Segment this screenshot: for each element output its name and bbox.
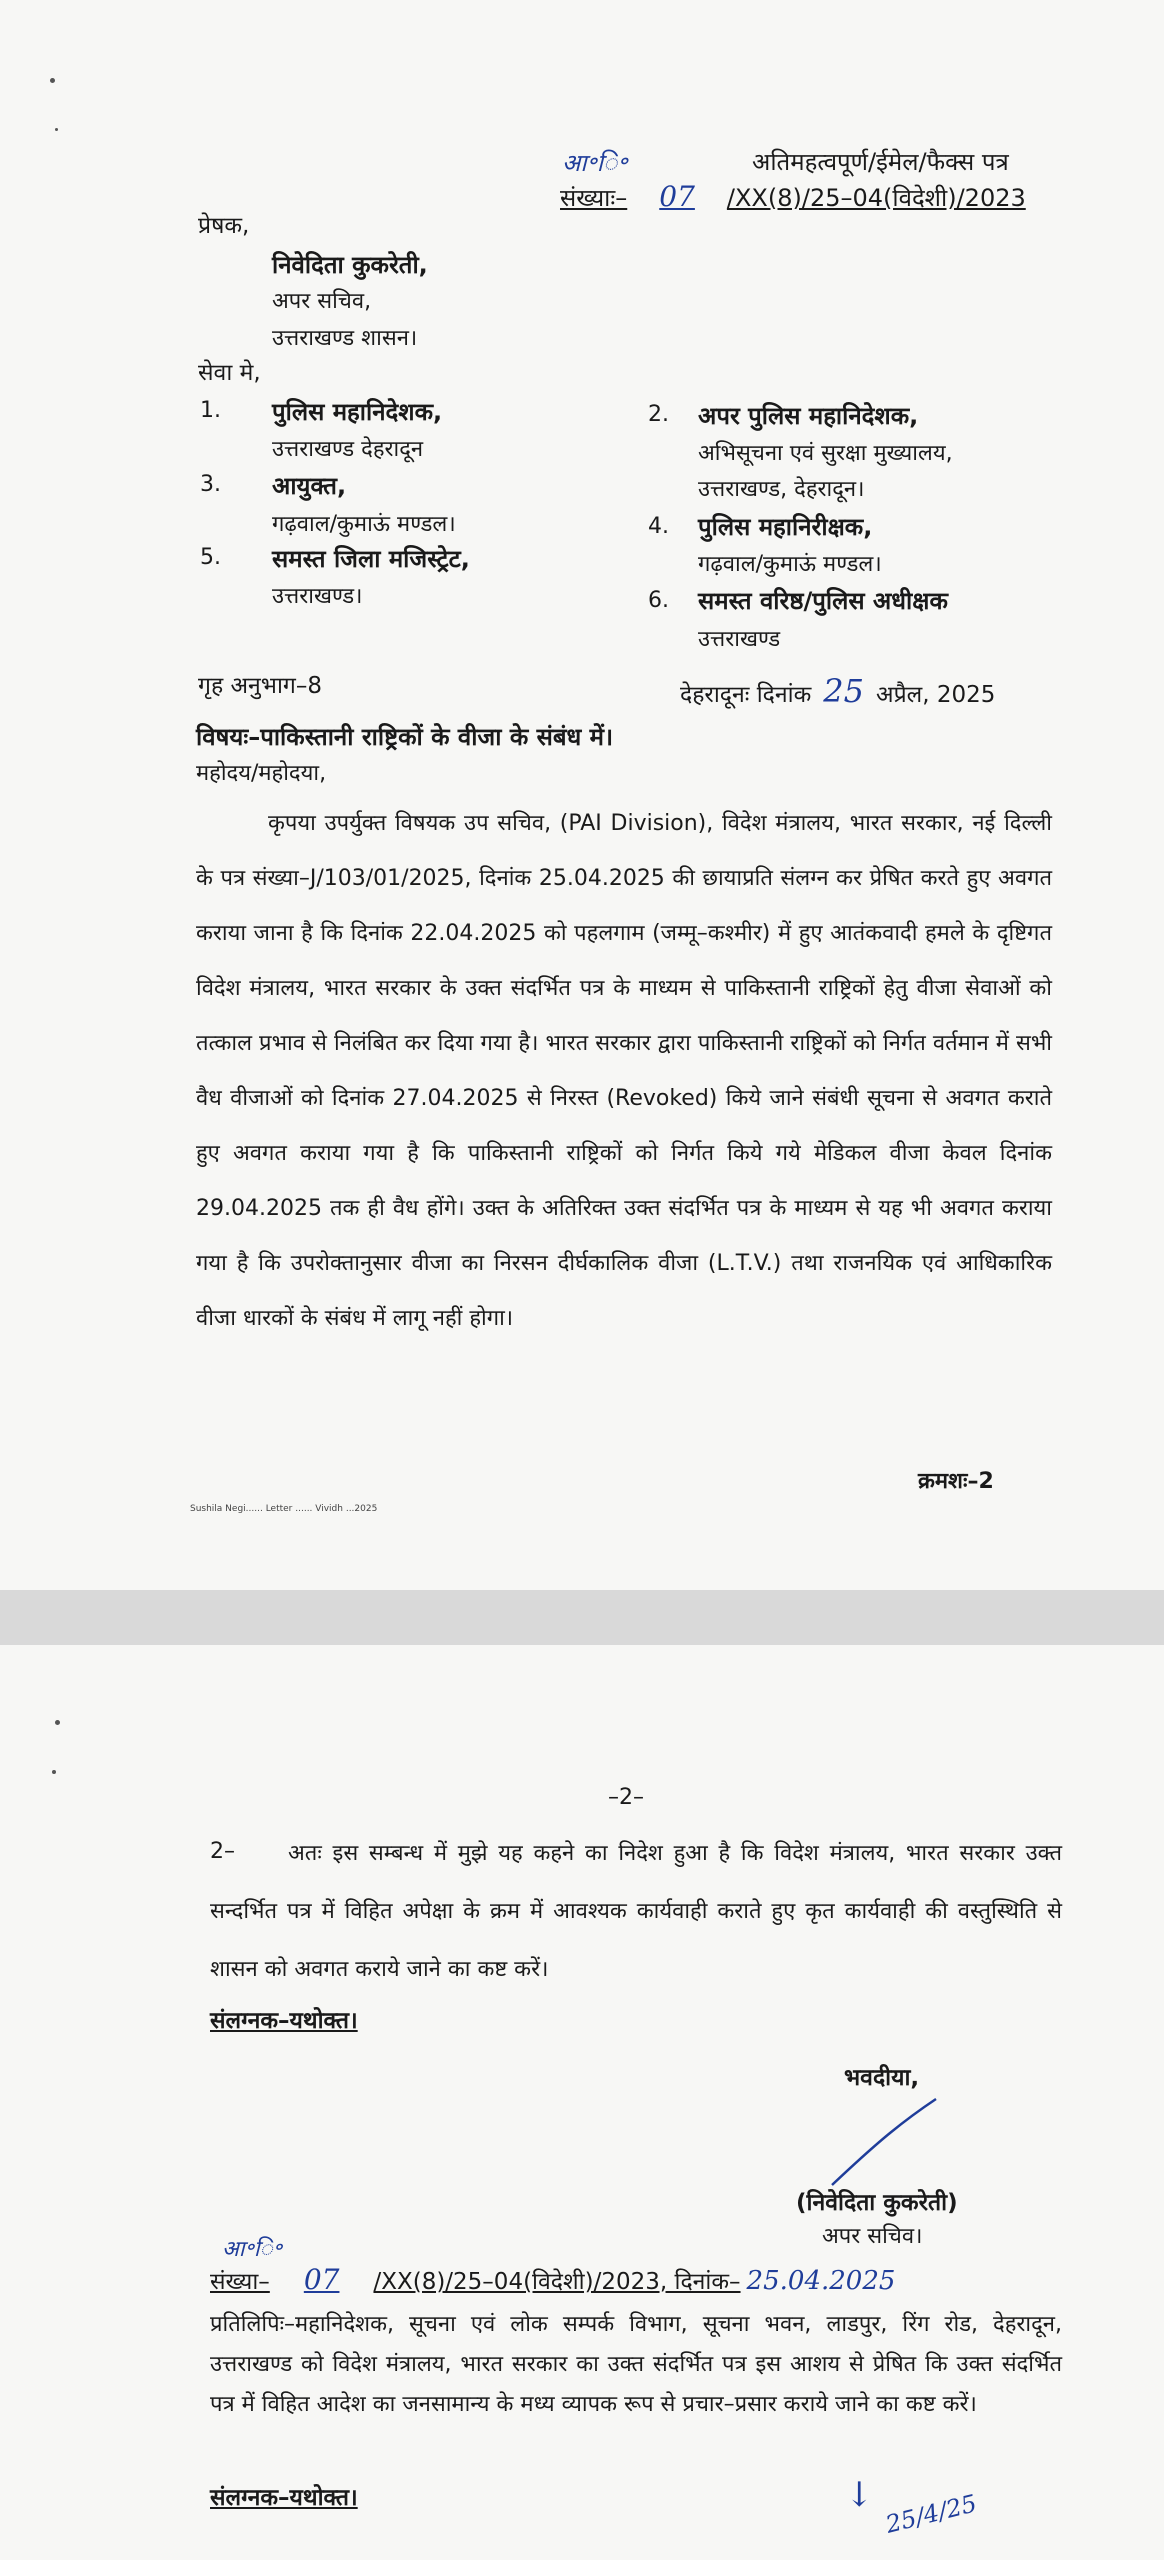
continued-marker: क्रमशः–2 xyxy=(918,1469,994,1494)
salutation: महोदय/महोदया, xyxy=(196,761,327,786)
handwritten-initial: ↓ xyxy=(845,2475,874,2515)
scan-speck xyxy=(52,1770,56,1774)
handwritten-ref-number-2: 07 xyxy=(303,2263,340,2296)
letter-page-1: आ॰ि॰ अतिमहत्वपूर्ण/ईमेल/फैक्स पत्र संख्याः– 07 /XX(8)/25–04(विदेशी)/2023 प्रेषक, निवेदिता कुकरेती, अपर सचिव, उत्तराखण्ड शासन। सेवा मे, 1. पुलिस महानिदेशक, उत्तराखण्ड देहरादून 2. अपर पुलिस महानिदेशक, अभिसूचना एवं सुरक्षा मुख्यालय, उत्तराखण्ड, देहरादून। 3. आयुक्त, गढ़वाल/कुमाऊं मण्डल। 4. पुलिस महानिरीक्षक, गढ़वाल/कुमाऊं मण्डल। 5. समस्त जिला मजिस्ट्रेट, उत्तराखण्ड। 6. समस्त वरिष्ठ/पुलिस अधीक्षक उत्तराखण्ड गृह अनुभाग–8 देहरादूनः दिनांक 25 अप्रैल, 2025 विषयः–पाकिस्तानी राष्ट्रिकों के वीजा के संबंध में। महोदय/महोदया, कृपया उपर्युक्त विषयक उप सचिव, (PAI Division), विदेश मंत्रालय, भारत सरकार, नई दिल्ली के पत्र संख्या–J/103/01/2025, दिनांक 25.04.2025 की छायाप्रति संलग्न कर प्रेषित करते हुए अवगत कराया जाना है कि दिनांक 22.04.2025 को पहलगाम (जम्मू–कश्मीर) में हुए आतंकवादी हमले के दृष्टिगत विदेश मंत्रालय, भारत सरकार के उक्त संदर्भित पत्र के माध्यम से पाकिस्तानी राष्ट्रिकों हेतु वीजा सेवाओं को तत्काल प्रभाव से निलंबित कर दिया गया है। भारत सरकार द्वारा पाकिस्तानी राष्ट्रिकों को निर्गत वर्तमान में सभी वैध वीजाओं को दिनांक 27.04.2025 से निरस्त (Revoked) किये जाने संबंधी सूचना से अवगत कराते हुए अवगत कराया गया है कि पाकिस्तानी राष्ट्रिकों को निर्गत किये गये मेडिकल वीजा केवल दिनांक 29.04.2025 तक ही वैध होंगे। उक्त के अतिरिक्त उक्त संदर्भित पत्र के माध्यम से यह भी अवगत कराया गया है कि उपरोक्तानुसार वीजा का निरसन दीर्घकालिक वीजा (L.T.V.) तथा राजनयिक एवं आधिकारिक वीजा धारकों के संबंध में लागू नहीं होगा। क्रमशः–2 Sushila Negi...... Letter ...... Vividh ...2025 xyxy=(0,0,1164,1590)
signature xyxy=(820,2093,940,2193)
reference-number: संख्याः– 07 /XX(8)/25–04(विदेशी)/2023 xyxy=(560,180,1026,213)
handwritten-ref-number: 07 xyxy=(659,180,695,213)
signatory-name: (निवेदिता कुकरेती) xyxy=(796,2190,958,2216)
letter-page-2 xyxy=(0,1645,1164,2560)
priority-heading: अतिमहत्वपूर्ण/ईमेल/फैक्स पत्र xyxy=(752,148,1009,176)
reference-number-2: संख्या– 07 /XX(8)/25–04(विदेशी)/2023, दिनांक– 25.04.2025 xyxy=(210,2263,896,2296)
copy-to-paragraph: प्रतिलिपिः–महानिदेशक, सूचना एवं लोक सम्पर्क विभाग, सूचना भवन, लाडपुर, रिंग रोड, देहरादून, उत्तराखण्ड को विदेश मंत्रालय, भारत सरकार का उक्त संदर्भित पत्र इस आशय से प्रेषित कि उक्त संदर्भित पत्र में विहित आदेश का जनसामान्य के मध्य व्यापक रूप से प्रचार–प्रसार कराये जाने का कष्ट करें। xyxy=(210,2312,1062,2417)
scan-speck xyxy=(55,128,58,131)
letter-subject: विषयः–पाकिस्तानी राष्ट्रिकों के वीजा के संबंध में। xyxy=(196,723,614,751)
handwritten-office-code: आ॰ि॰ xyxy=(562,149,628,177)
closing: भवदीया, xyxy=(844,2065,920,2091)
handwritten-ref-date: 25.04.2025 xyxy=(746,2266,896,2296)
page-number: –2– xyxy=(608,1785,644,1810)
handwritten-office-code-2: आ॰ि॰ xyxy=(222,2237,282,2262)
handwritten-initials-date: 25/4/25 xyxy=(882,2489,980,2539)
scan-speck xyxy=(55,1720,60,1725)
footer-note: Sushila Negi...... Letter ...... Vividh ...2025 xyxy=(190,1504,378,1514)
sender-designation: अपर सचिव, xyxy=(272,289,372,314)
recipients-label: सेवा मे, xyxy=(198,360,261,386)
sender-name: निवेदिता कुकरेती, xyxy=(272,251,428,279)
section-name: गृह अनुभाग–8 xyxy=(198,673,323,699)
enclosure-note-2: संलग्नक–यथोक्त। xyxy=(210,2485,358,2511)
paragraph-number: 2– xyxy=(210,1839,235,1864)
handwritten-date-day: 25 xyxy=(823,672,864,710)
signatory-designation: अपर सचिव। xyxy=(822,2224,923,2249)
sender-label: प्रेषक, xyxy=(198,213,250,239)
letter-body-paragraph: कृपया उपर्युक्त विषयक उप सचिव, (PAI Division), विदेश मंत्रालय, भारत सरकार, नई दिल्ली के पत्र संख्या–J/103/01/2025, दिनांक 25.04.2025 की छायाप्रति संलग्न कर प्रेषित करते हुए अवगत कराया जाना है कि दिनांक 22.04.2025 को पहलगाम (जम्मू–कश्मीर) में हुए आतंकवादी हमले के दृष्टिगत विदेश मंत्रालय, भारत सरकार के उक्त संदर्भित पत्र के माध्यम से पाकिस्तानी राष्ट्रिकों हेतु वीजा सेवाओं को तत्काल प्रभाव से निलंबित कर दिया गया है। भारत सरकार द्वारा पाकिस्तानी राष्ट्रिकों को निर्गत वर्तमान में सभी वैध वीजाओं को दिनांक 27.04.2025 से निरस्त (Revoked) किये जाने संबंधी सूचना से अवगत कराते हुए अवगत कराया गया है कि पाकिस्तानी राष्ट्रिकों को निर्गत किये गये मेडिकल वीजा केवल दिनांक 29.04.2025 तक ही वैध होंगे। उक्त के अतिरिक्त उक्त संदर्भित पत्र के माध्यम से यह भी अवगत कराया गया है कि उपरोक्तानुसार वीजा का निरसन दीर्घकालिक वीजा (L.T.V.) तथा राजनयिक एवं आधिकारिक वीजा धारकों के संबंध में लागू नहीं होगा। xyxy=(196,811,1052,1331)
place-date: देहरादूनः दिनांक 25 अप्रैल, 2025 xyxy=(680,672,996,710)
scan-speck xyxy=(50,78,55,83)
paragraph-2-text: अतः इस सम्बन्ध में मुझे यह कहने का निदेश हुआ है कि विदेश मंत्रालय, भारत सरकार उक्त सन्दर्भित पत्र में विहित अपेक्षा के क्रम में आवश्यक कार्यवाही कराते हुए कृत कार्यवाही की वस्तुस्थिति से शासन को अवगत कराये जाने का कष्ट करें। xyxy=(210,1841,1062,1982)
sender-office: उत्तराखण्ड शासन। xyxy=(272,326,418,351)
enclosure-note: संलग्नक–यथोक्त। xyxy=(210,2008,358,2034)
signature-stroke xyxy=(832,2099,936,2185)
